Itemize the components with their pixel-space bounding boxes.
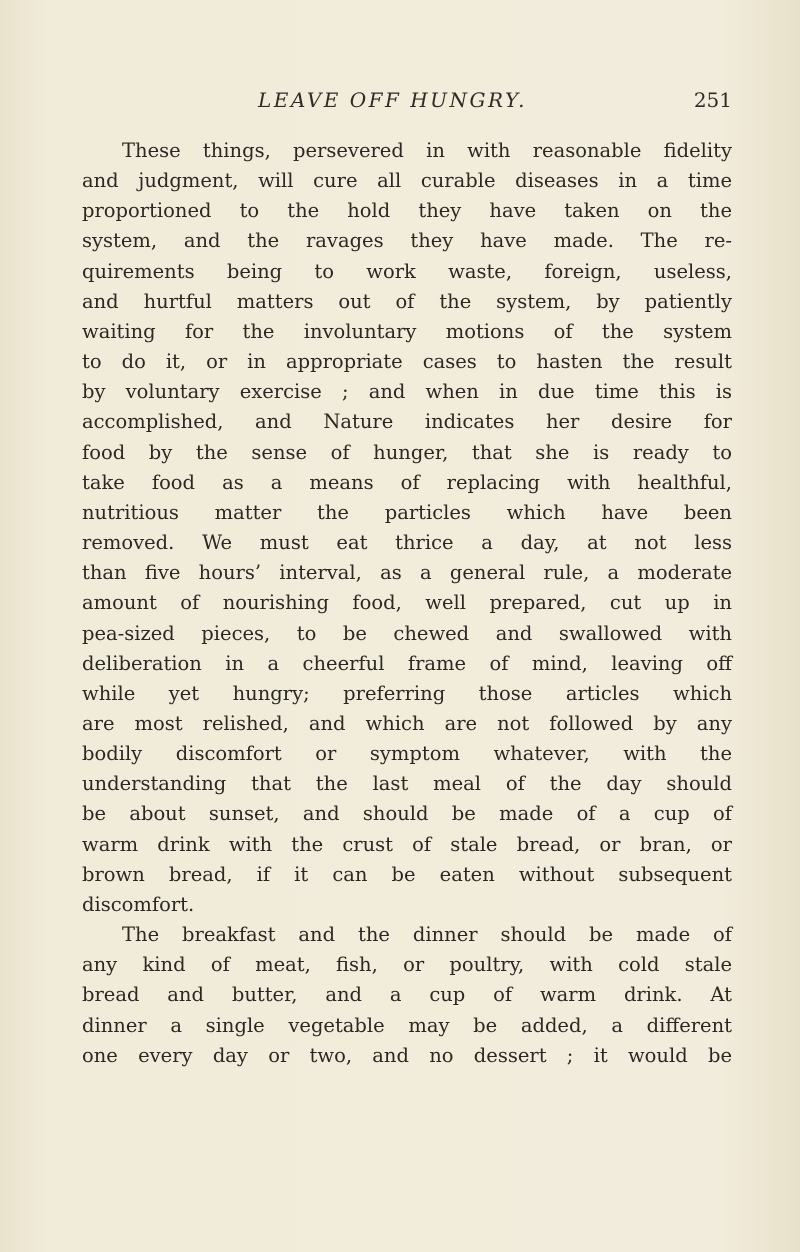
text-line: These things, persevered in with reasonable fidelity — [122, 139, 732, 162]
text-line: The breakfast and the dinner should be made of — [122, 923, 732, 947]
body-text — [82, 136, 732, 1071]
text-line: deliberation in a cheerful frame of mind, leaving off — [82, 651, 732, 675]
text-line: discomfort. — [82, 892, 195, 916]
text-line: bodily discomfort or symptom whatever, with the — [82, 742, 732, 766]
text-line: to do it, or in appropriate cases to hasten the result — [82, 350, 732, 374]
paragraph — [82, 920, 732, 1071]
text-line: and judgment, will cure all curable diseases in a time — [82, 169, 732, 193]
running-head: LEAVE OFF HUNGRY. — [258, 88, 527, 112]
text-line: than five hours’ interval, as a general rule, a moderate — [82, 561, 732, 585]
text-line: proportioned to the hold they have taken on the — [82, 199, 732, 223]
text-line: bread and butter, and a cup of warm drink. At — [82, 983, 732, 1007]
text-line: any kind of meat, fish, or poultry, with cold stale — [82, 953, 732, 977]
page-number: 251 — [693, 88, 732, 112]
text-line: warm drink with the crust of stale bread, or bran, or — [82, 832, 732, 856]
text-line: are most relished, and which are not followed by any — [82, 711, 732, 735]
text-line: amount of nourishing food, well prepared, cut up in — [82, 591, 732, 615]
text-line: pea-sized pieces, to be chewed and swallowed with — [82, 621, 732, 645]
text-line: by voluntary exercise ; and when in due time this is — [82, 380, 732, 404]
text-line: quirements being to work waste, foreign, useless, — [82, 259, 732, 283]
text-line: waiting for the involuntary motions of the system — [82, 319, 732, 343]
text-line: take food as a means of replacing with healthful, — [82, 470, 732, 494]
text-line: understanding that the last meal of the day should — [82, 772, 732, 796]
text-line: be about sunset, and should be made of a cup of — [82, 802, 732, 826]
text-line: while yet hungry; preferring those articles which — [82, 681, 732, 705]
page-header — [82, 88, 732, 120]
text-line: and hurtful matters out of the system, by patiently — [82, 289, 732, 313]
text-line: one every day or two, and no dessert ; it would be — [82, 1043, 732, 1067]
text-line: brown bread, if it can be eaten without subsequent — [82, 862, 732, 886]
paragraph — [82, 136, 732, 920]
text-line: dinner a single vegetable may be added, a different — [82, 1013, 732, 1037]
text-line: food by the sense of hunger, that she is ready to — [82, 440, 732, 464]
text-line: system, and the ravages they have made. The re- — [82, 229, 732, 253]
text-line: accomplished, and Nature indicates her desire for — [82, 410, 732, 434]
text-line: nutritious matter the particles which have been — [82, 500, 732, 524]
text-line: removed. We must eat thrice a day, at not less — [82, 531, 732, 555]
